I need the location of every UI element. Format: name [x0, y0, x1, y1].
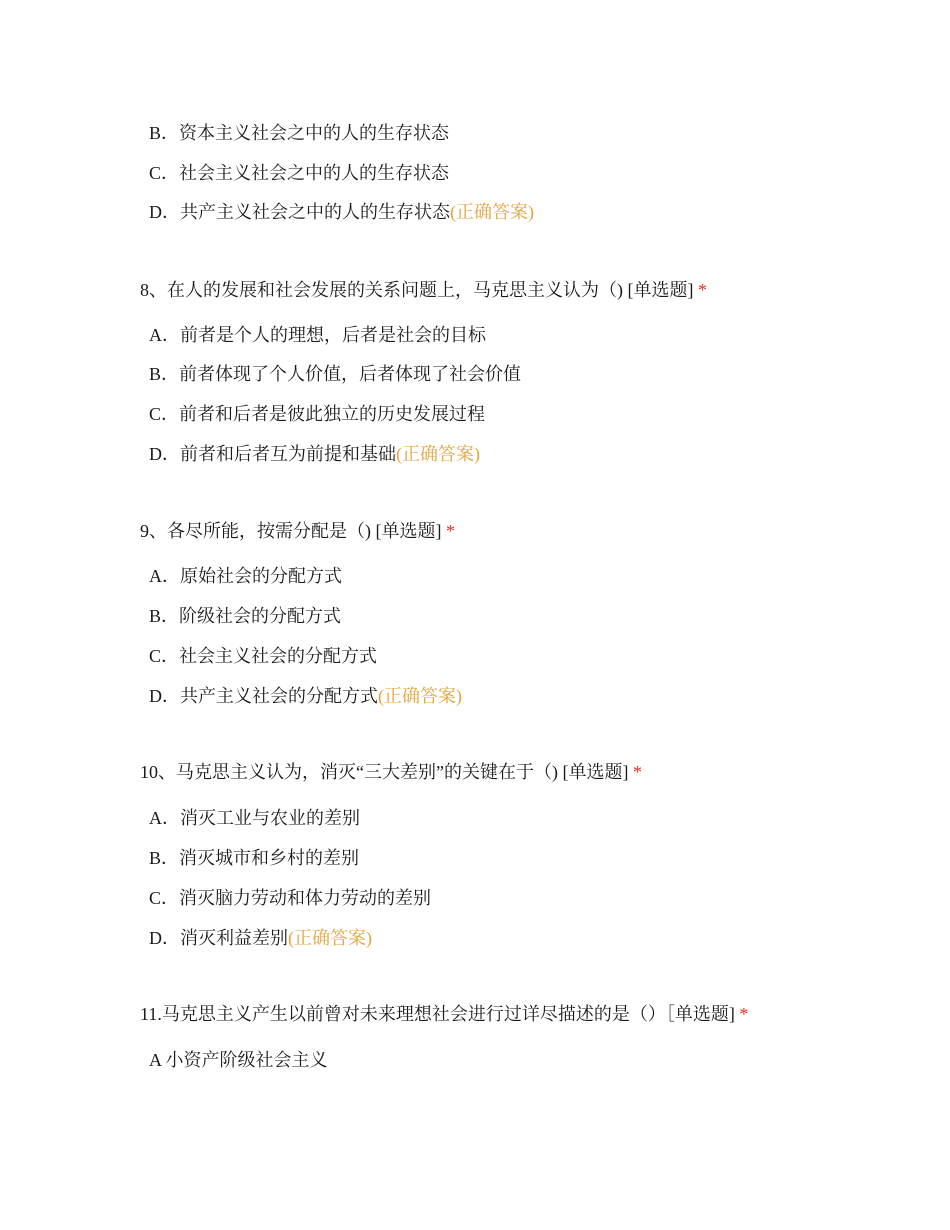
- option-text: C．消灭脑力劳动和体力劳动的差别: [149, 888, 432, 908]
- option-line: [149, 604, 341, 628]
- option-text: D．共产主义社会的分配方式: [149, 686, 378, 706]
- question-title: [140, 278, 707, 302]
- option-text: B．消灭城市和乡村的差别: [149, 848, 360, 868]
- option-line: [149, 402, 485, 426]
- required-marker: *: [697, 280, 707, 300]
- option-line: [149, 1048, 328, 1072]
- question-prompt: 9、各尽所能，按需分配是（) [单选题]: [140, 521, 442, 541]
- question-prompt: 11.马克思主义产生以前曾对未来理想社会进行过详尽描述的是（）［单选题]: [140, 1004, 735, 1024]
- option-text: D．共产主义社会之中的人的生存状态: [149, 202, 450, 222]
- option-line: [149, 323, 486, 347]
- option-line: [149, 886, 431, 910]
- question-prompt: 10、马克思主义认为，消灭“三大差别”的关键在于（) [单选题]: [140, 762, 629, 782]
- option-text: D．前者和后者互为前提和基础: [149, 444, 396, 464]
- option-line: [149, 846, 359, 870]
- option-line: [149, 121, 449, 145]
- option-text: B．阶级社会的分配方式: [149, 606, 342, 626]
- option-text: C．社会主义社会之中的人的生存状态: [149, 163, 450, 183]
- option-text: C．社会主义社会的分配方式: [149, 646, 378, 666]
- option-line: [149, 161, 449, 185]
- question-title: [140, 760, 642, 784]
- option-line-correct: [149, 684, 462, 708]
- option-text: B．前者体现了个人价值，后者体现了社会价值: [149, 364, 522, 384]
- correct-answer-label: (正确答案): [288, 928, 372, 948]
- correct-answer-label: (正确答案): [378, 686, 462, 706]
- option-line: [149, 806, 360, 830]
- required-marker: *: [445, 521, 455, 541]
- option-line: [149, 362, 521, 386]
- question-prompt: 8、在人的发展和社会发展的关系问题上，马克思主义认为（) [单选题]: [140, 280, 694, 300]
- question-title: [140, 1002, 748, 1026]
- correct-answer-label: (正确答案): [450, 202, 534, 222]
- option-text: B．资本主义社会之中的人的生存状态: [149, 123, 450, 143]
- option-text: A．消灭工业与农业的差别: [149, 808, 360, 828]
- option-line: [149, 564, 342, 588]
- option-line-correct: [149, 200, 534, 224]
- option-text: A．原始社会的分配方式: [149, 566, 342, 586]
- option-text: A．前者是个人的理想，后者是社会的目标: [149, 325, 486, 345]
- option-line-correct: [149, 442, 480, 466]
- required-marker: *: [632, 762, 642, 782]
- option-line: [149, 644, 377, 668]
- option-line-correct: [149, 926, 372, 950]
- correct-answer-label: (正确答案): [396, 444, 480, 464]
- required-marker: *: [739, 1004, 749, 1024]
- option-text: C．前者和后者是彼此独立的历史发展过程: [149, 404, 486, 424]
- question-title: [140, 519, 455, 543]
- option-text: D．消灭利益差别: [149, 928, 288, 948]
- option-text: A 小资产阶级社会主义: [149, 1050, 328, 1070]
